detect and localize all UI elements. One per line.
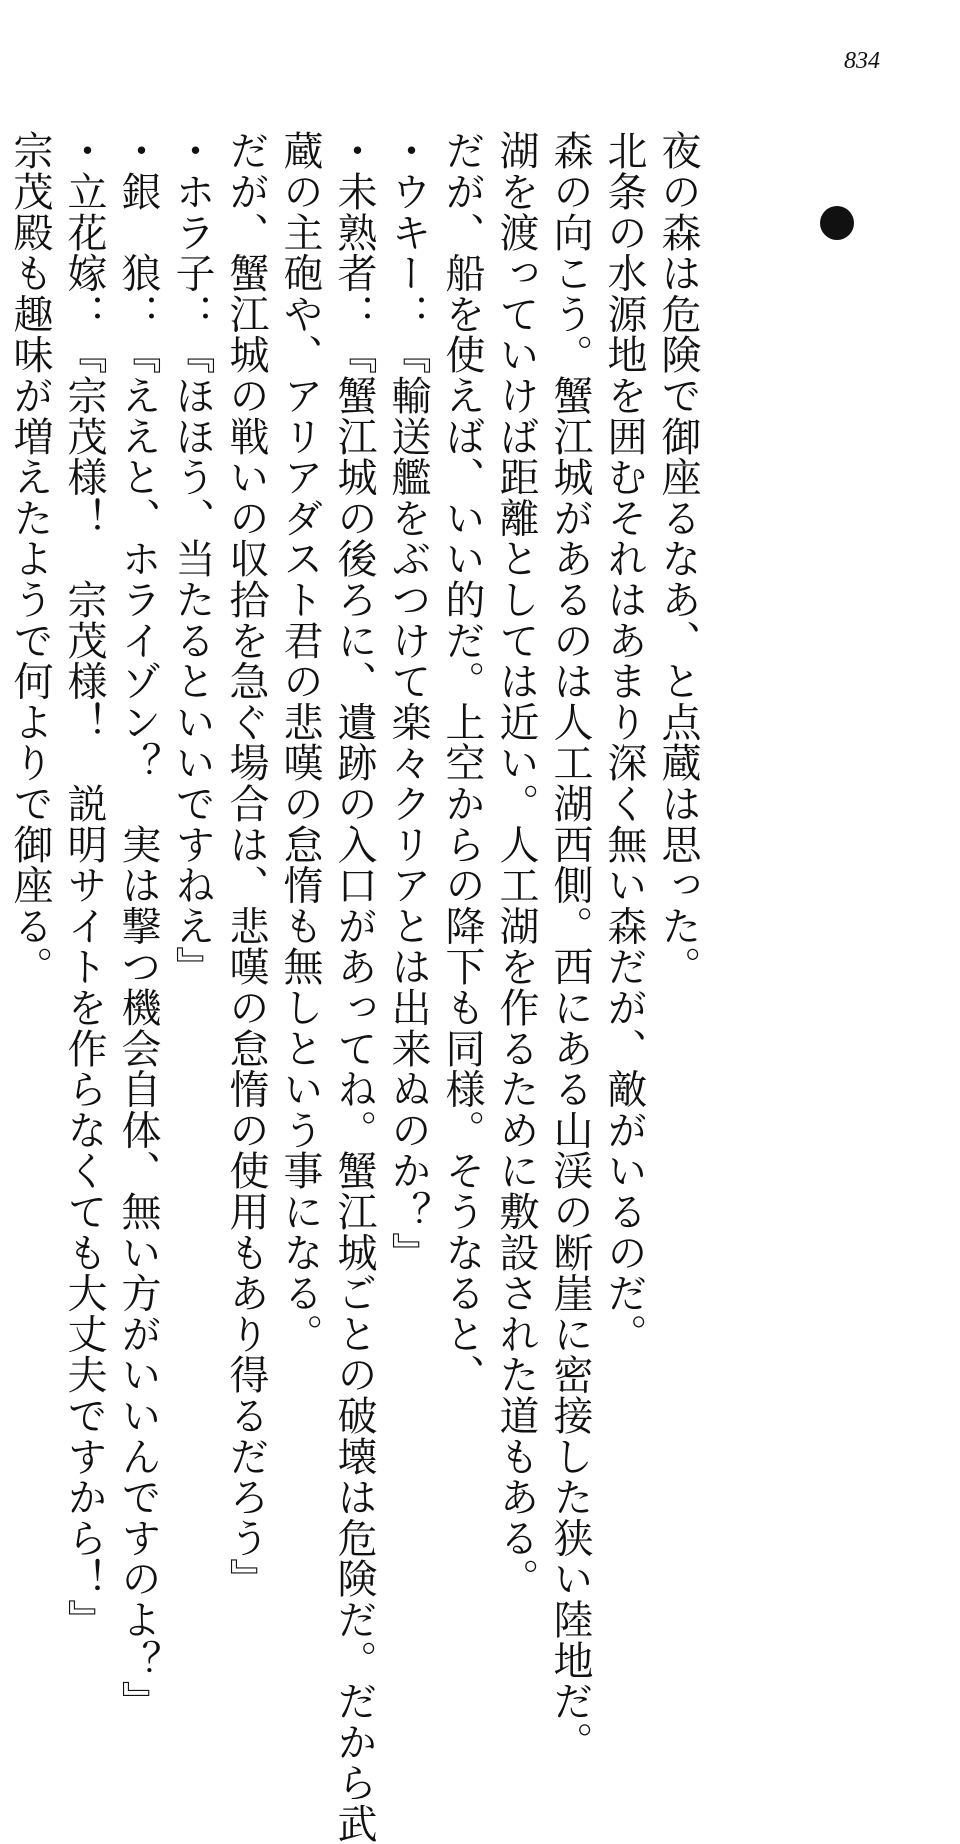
text-line: だが、船を使えば、いい的だ。上空からの降下も同様。そうなると、 [439, 130, 485, 1395]
chat-line-uki: ・ウキー：『輸送艦をぶつけて楽々クリアとは出来ぬのか？』 [385, 130, 431, 1273]
vertical-text-block [0, 130, 705, 1844]
chat-line-tachibanayome: ・立花嫁：『宗茂様！ 宗茂様！ 説明サイトを作らなくても大丈夫ですから！』 [61, 130, 107, 1640]
chat-line-ginrou: ・銀 狼：『ええと、ホライゾン？ 実は撃つ機会自体、無い方がいいんですのよ？』 [115, 130, 161, 1722]
text-line [0, 130, 3, 1360]
text-line: 北条の水源地を囲むそれはあまり深く無い森だが、敵がいるのだ。 [601, 130, 647, 1354]
chat-line-horako: ・ホラ子：『ほほう、当たるといいですねえ』 [169, 130, 215, 987]
text-line: 夜の森は危険で御座るなあ、と点蔵は思った。 [655, 130, 701, 987]
text-line: 蔵の主砲や、アリアダスト君の悲嘆の怠惰も無しという事になる。 [277, 130, 323, 1354]
page-number: 834 [844, 48, 880, 74]
section-bullet-icon [820, 206, 854, 240]
chat-line-mijukumono: ・未熟者：『蟹江城の後ろに、遺跡の入口があってね。蟹江城ごとの破壊は危険だ。だから武 [331, 130, 377, 1844]
text-line: 森の向こう。蟹江城があるのは人工湖西側。西にある山渓の断崖に密接した狭い陸地だ。 [547, 130, 593, 1762]
text-line: だが、蟹江城の戦いの収拾を急ぐ場合は、悲嘆の怠惰の使用もあり得るだろう』 [223, 130, 269, 1599]
text-line: 宗茂殿も趣味が増えたようで何よりで御座る。 [7, 130, 53, 987]
text-line: 湖を渡っていけば距離としては近い。人工湖を作るために敷設された道もある。 [493, 130, 539, 1599]
